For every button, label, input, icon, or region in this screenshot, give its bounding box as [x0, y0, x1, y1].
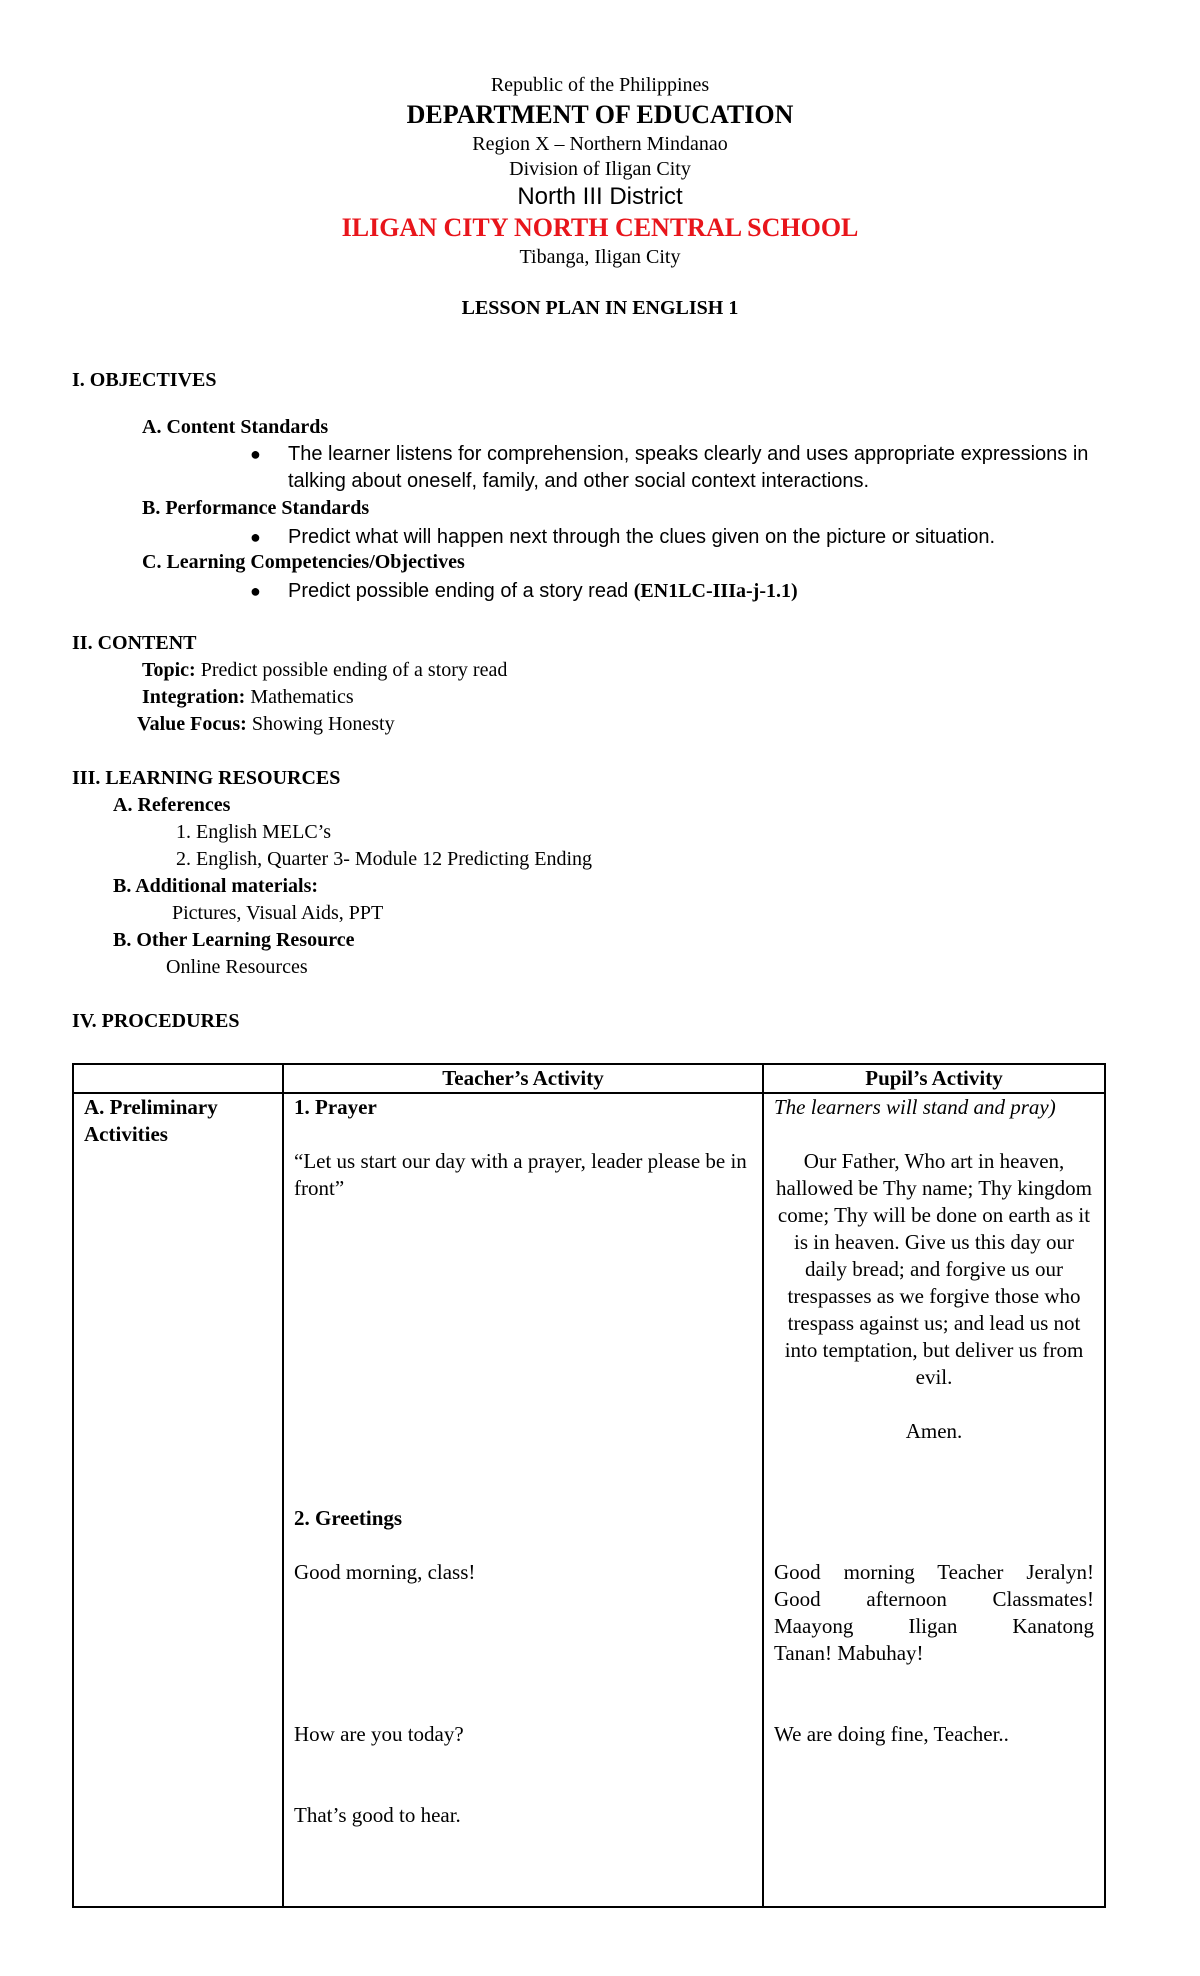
- procedures-table: [72, 1063, 1106, 1908]
- region-line: Region X – Northern Mindanao: [472, 133, 728, 155]
- performance-standards-text: Predict what will happen next through the clues given on the picture or situation.: [288, 526, 996, 548]
- bullet-icon: ●: [250, 444, 261, 464]
- references-label: A. References: [113, 794, 231, 816]
- competencies-item: [250, 578, 1150, 605]
- greet-pupil-line: Good morning Teacher Jeralyn!: [774, 1560, 1094, 1584]
- additional-materials-label: B. Additional materials:: [113, 875, 319, 897]
- prayer-pupil-note: The learners will stand and pray): [774, 1095, 1056, 1119]
- section-cell: [73, 1093, 283, 1907]
- division-line: Division of Iligan City: [509, 158, 691, 180]
- integration-value: Mathematics: [250, 686, 354, 708]
- table-header-row: [73, 1064, 1105, 1093]
- prayer-teacher-text: “Let us start our day with a prayer, leader please be in front”: [294, 1149, 747, 1200]
- additional-materials-value: Pictures, Visual Aids, PPT: [172, 902, 384, 924]
- value-focus-label: Value Focus:: [137, 713, 247, 735]
- how-pupil-text: We are doing fine, Teacher..: [774, 1722, 1009, 1746]
- integration-label: Integration:: [142, 686, 246, 708]
- competencies-label: C. Learning Competencies/Objectives: [142, 551, 465, 573]
- greet-pupil-line: Maayong Iligan Kanatong: [774, 1614, 1094, 1638]
- greet-teacher-text: Good morning, class!: [294, 1560, 476, 1584]
- bullet-icon: ●: [250, 527, 261, 547]
- procedures-heading: IV. PROCEDURES: [72, 1010, 240, 1032]
- reference-item: 2. English, Quarter 3- Module 12 Predicting Ending: [176, 848, 593, 870]
- prayer-heading: 1. Prayer: [294, 1095, 377, 1119]
- greet-pupil-line: Good afternoon Classmates!: [774, 1587, 1094, 1611]
- content-standards-label: A. Content Standards: [142, 416, 329, 438]
- value-focus-line: [137, 713, 395, 736]
- lesson-plan-title: LESSON PLAN IN ENGLISH 1: [461, 297, 739, 319]
- good-teacher-text: That’s good to hear.: [294, 1803, 461, 1827]
- other-resource-label: B. Other Learning Resource: [113, 929, 355, 951]
- teacher-cell: [283, 1093, 763, 1907]
- teacher-activity-header: Teacher’s Activity: [283, 1064, 763, 1093]
- how-teacher-text: How are you today?: [294, 1722, 464, 1746]
- performance-standards-label: B. Performance Standards: [142, 497, 370, 519]
- other-resource-value: Online Resources: [166, 956, 308, 978]
- reference-item: 1. English MELC’s: [176, 821, 332, 843]
- content-standards-item: [250, 441, 1150, 497]
- republic-line: Republic of the Philippines: [490, 74, 710, 96]
- prayer-text: Our Father, Who art in heaven, hallowed be Thy name; Thy kingdom come; Thy will be done on earth as it is in heaven. Give us this day our daily bread; and forgive us our trespasses as we forgive those who trespass against us; and lead us not into temptation, but deliver us from evil.: [776, 1149, 1092, 1389]
- section-label: A. Preliminary Activities: [84, 1095, 218, 1146]
- content-standards-text: The learner listens for comprehension, speaks clearly and uses appropriate expressions in talking about oneself, family, and other social context interactions.: [288, 443, 1089, 492]
- competency-code: (EN1LC-IIIa-j-1.1): [633, 580, 798, 602]
- amen-text: Amen.: [905, 1419, 963, 1443]
- performance-standards-item: [250, 524, 1150, 551]
- objectives-heading: I. OBJECTIVES: [72, 369, 217, 391]
- address-line: Tibanga, Iligan City: [519, 246, 681, 268]
- greetings-heading: 2. Greetings: [294, 1506, 403, 1530]
- school-name: ILIGAN CITY NORTH CENTRAL SCHOOL: [341, 213, 859, 242]
- topic-value: Predict possible ending of a story read: [200, 659, 508, 681]
- pupil-activity-header: Pupil’s Activity: [763, 1064, 1105, 1093]
- topic-label: Topic:: [142, 659, 196, 681]
- district-line: North III District: [517, 183, 683, 210]
- value-focus-value: Showing Honesty: [251, 713, 395, 735]
- pupil-cell: [763, 1093, 1105, 1907]
- topic-line: [142, 659, 507, 682]
- bullet-icon: ●: [250, 581, 261, 601]
- resources-heading: III. LEARNING RESOURCES: [72, 767, 341, 789]
- greet-pupil-line: Tanan! Mabuhay!: [774, 1641, 924, 1665]
- department-title: DEPARTMENT OF EDUCATION: [406, 100, 794, 129]
- greet-pupil-text: [774, 1559, 1094, 1667]
- header-blank-cell: [73, 1064, 283, 1093]
- competencies-text: Predict possible ending of a story read: [288, 580, 629, 602]
- table-row: [73, 1093, 1105, 1907]
- integration-line: [142, 686, 354, 709]
- content-heading: II. CONTENT: [72, 632, 197, 654]
